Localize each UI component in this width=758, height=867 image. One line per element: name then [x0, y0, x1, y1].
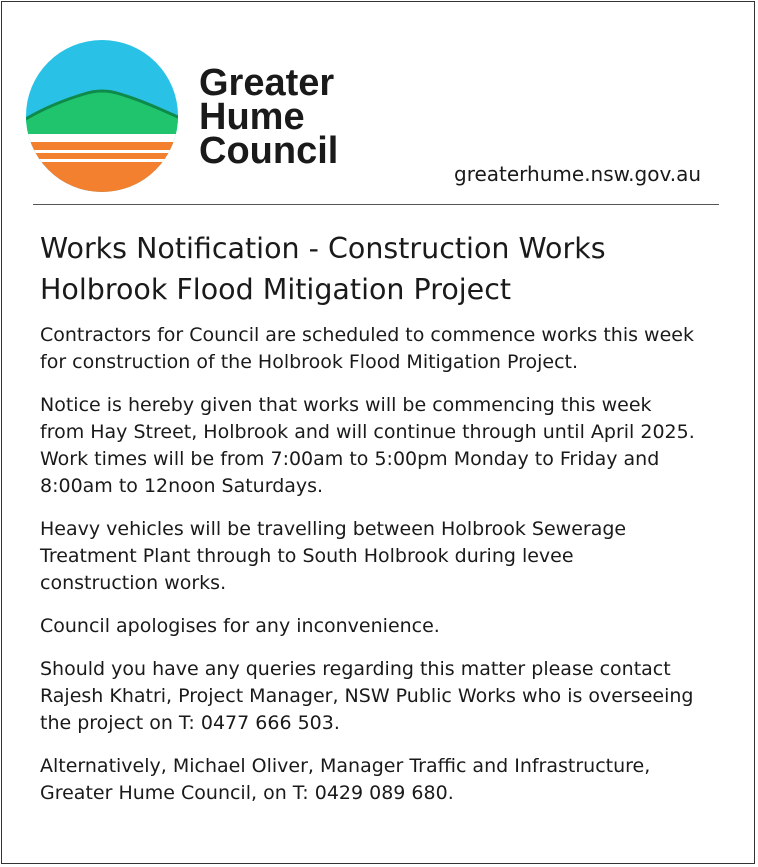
- paragraph-notice: [40, 392, 730, 500]
- text-line: Heavy vehicles will be travelling between Holbrook Sewerage: [40, 518, 627, 540]
- text-line: Alternatively, Michael Oliver, Manager Traffic and Infrastructure,: [40, 755, 651, 777]
- council-wordmark: [199, 62, 339, 172]
- title-line-1: Works Notification - Construction Works: [40, 232, 606, 265]
- text-line: 8:00am to 12noon Saturdays.: [40, 475, 324, 497]
- text-line: Greater Hume Council, on T: 0429 089 680.: [40, 782, 454, 804]
- text-line: Treatment Plant through to South Holbrook during levee: [40, 545, 574, 567]
- council-logo-icon: [24, 38, 180, 194]
- paragraph-heavy-vehicles: [40, 516, 730, 597]
- website-url[interactable]: greaterhume.nsw.gov.au: [454, 162, 702, 186]
- title-line-2: Holbrook Flood Mitigation Project: [40, 273, 512, 306]
- text-line: construction works.: [40, 572, 227, 594]
- brand-line-2: Hume: [199, 96, 305, 138]
- page-title: [40, 228, 730, 310]
- text-line: Should you have any queries regarding this matter please contact: [40, 658, 671, 680]
- text-line: the project on T: 0477 666 503.: [40, 712, 340, 734]
- brand-line-1: Greater: [199, 62, 335, 104]
- header: [0, 0, 758, 206]
- text-line: Contractors for Council are scheduled to commence works this week: [40, 324, 694, 346]
- paragraph-contractors: [40, 322, 730, 376]
- text-line: Notice is hereby given that works will be commencing this week: [40, 394, 652, 416]
- text-line: Council apologises for any inconvenience.: [40, 615, 440, 637]
- text-line: for construction of the Holbrook Flood Mitigation Project.: [40, 351, 579, 373]
- text-line: from Hay Street, Holbrook and will continue through until April 2025.: [40, 421, 695, 443]
- notice-body: [40, 228, 730, 823]
- brand-line-3: Council: [199, 130, 339, 172]
- paragraph-apology: [40, 613, 730, 640]
- paragraph-contact-manager: [40, 753, 730, 807]
- header-divider: [33, 204, 719, 205]
- paragraph-contact-project-manager: [40, 656, 730, 737]
- text-line: Rajesh Khatri, Project Manager, NSW Public Works who is overseeing: [40, 685, 694, 707]
- text-line: Work times will be from 7:00am to 5:00pm Monday to Friday and: [40, 448, 660, 470]
